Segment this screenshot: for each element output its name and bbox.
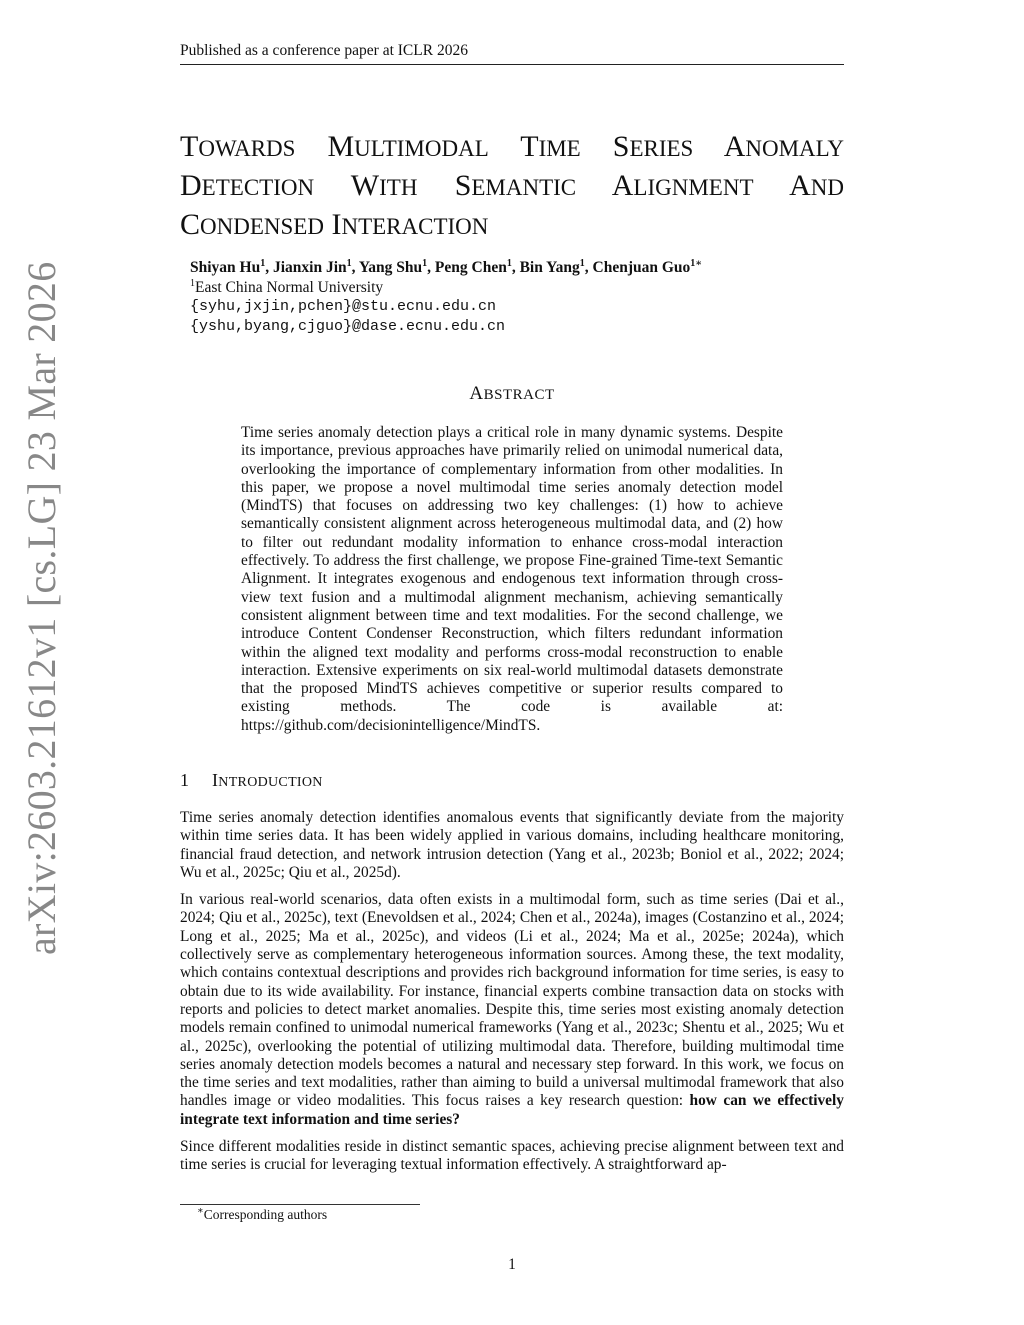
arxiv-identifier: arXiv:2603.21612v1 [cs.LG] 23 Mar 2026 xyxy=(19,261,64,955)
abstract-heading: ABSTRACT xyxy=(469,383,555,404)
intro-paragraph-2 xyxy=(180,891,844,1129)
affiliation-name: East China Normal University xyxy=(195,278,384,296)
email-line-1: {syhu,jxjin,pchen}@stu.ecnu.edu.cn xyxy=(190,298,497,316)
intro-paragraph-1: Time series anomaly detection identifies anomalous events that significantly deviate from the majority within time series data. It has been widely applied in various domains, including healthcare monitoring, financial fraud detection, and network intrusion detection (Yang et al., 2023b; Boniol et al., 2022; 2024; Wu et al., 2025c; Qiu et al., 2025d). xyxy=(180,809,844,881)
affiliation xyxy=(190,278,830,298)
section-title-text: INTRODUCTION xyxy=(212,770,323,790)
author-names: Shiyan Hu$^1$, Jianxin Jin$^1$, Yang Shu$^1$, Peng Chen$^1$, Bin Yang$^1$, Chenjuan Guo$^{1∗}$ xyxy=(190,257,703,276)
abstract-text: Time series anomaly detection plays a critical role in many dynamic systems. Despite its importance, previous approaches have primarily relied on unimodal numerical data, overlooking the importance of complementary information from other modalities. In this paper, we propose a novel multimodal time series anomaly detection model (MindTS) that focuses on addressing two key challenges: (1) how to achieve semantically consistent alignment across heterogeneous multimodal data, and (2) how to filter out redundant modality information to enhance cross-modal interaction effectively. To address the first challenge, we propose Fine-grained Time-text Semantic Alignment. It integrates exogenous and endogenous text information through cross-view text fusion and a multimodal alignment mechanism, achieving semantically consistent alignment between time and text modalities. For the second challenge, we introduce Content Condenser Reconstruction, which filters redundant information within the aligned text modality and performs cross-modal reconstruction to enable interaction. Extensive experiments on six real-world multimodal datasets demonstrate that the proposed MindTS achieves competitive or superior results compared to existing methods. The code is available at: https://github.com/decisionintelligence/MindTS. xyxy=(241,424,783,734)
affiliation-mark: 1 xyxy=(190,277,195,289)
author-block xyxy=(190,258,830,336)
research-question: how can we effectively integrate text information and time series? xyxy=(180,1092,844,1128)
footnote xyxy=(197,1207,327,1223)
running-header: Published as a conference paper at ICLR 2026 xyxy=(180,42,844,65)
page-number: 1 xyxy=(508,1256,516,1273)
paper-title xyxy=(180,128,844,245)
introduction-body xyxy=(180,809,844,1175)
section-heading-introduction xyxy=(180,770,323,791)
section-number: 1 xyxy=(180,770,190,790)
footnote-mark: ∗ xyxy=(197,1205,204,1217)
email-line-2: {yshu,byang,cjguo}@dase.ecnu.edu.cn xyxy=(190,317,506,335)
intro-paragraph-3: Since different modalities reside in distinct semantic spaces, achieving precise alignment between text and time series is crucial for leveraging textual information effectively. A straightforward ap- xyxy=(180,1138,844,1174)
paper-title-text: TOWARDS MULTIMODAL TIME SERIES ANOMALY DETECTION WITH SEMANTIC ALIGNMENT AND CONDENSED INTERACTION xyxy=(180,130,844,241)
footnote-text: Corresponding authors xyxy=(203,1207,328,1222)
footnote-divider xyxy=(180,1204,420,1205)
intro-paragraph-2-text: In various real-world scenarios, data often exists in a multimodal form, such as time series (Dai et al., 2024; Qiu et al., 2025c), text (Enevoldsen et al., 2024; Chen et al., 2024a), images (Costanzino et al., 2024; Long et al., 2025; Ma et al., 2025c), and videos (Li et al., 2024; Ma et al., 2025e; 2024a), which collectively serve as complementary heterogeneous information sources. Among these, the text modality, which contains contextual descriptions and provides rich background information for time series, is easy to obtain due to its wide availability. For instance, financial experts combine transaction data on stocks with reports and policies to detect market anomalies. Despite this, time series most existing anomaly detection models remain confined to unimodal numerical frameworks (Yang et al., 2023c; Shentu et al., 2025; Wu et al., 2025c), overlooking the potential of utilizing multimodal data. Therefore, building multimodal time series anomaly detection models becomes a natural and necessary step forward. In this work, we focus on the time series and text modalities, rather than aiming to build a universal multimodal framework that also handles image or video modalities. This focus raises a key research question: xyxy=(180,891,844,1110)
